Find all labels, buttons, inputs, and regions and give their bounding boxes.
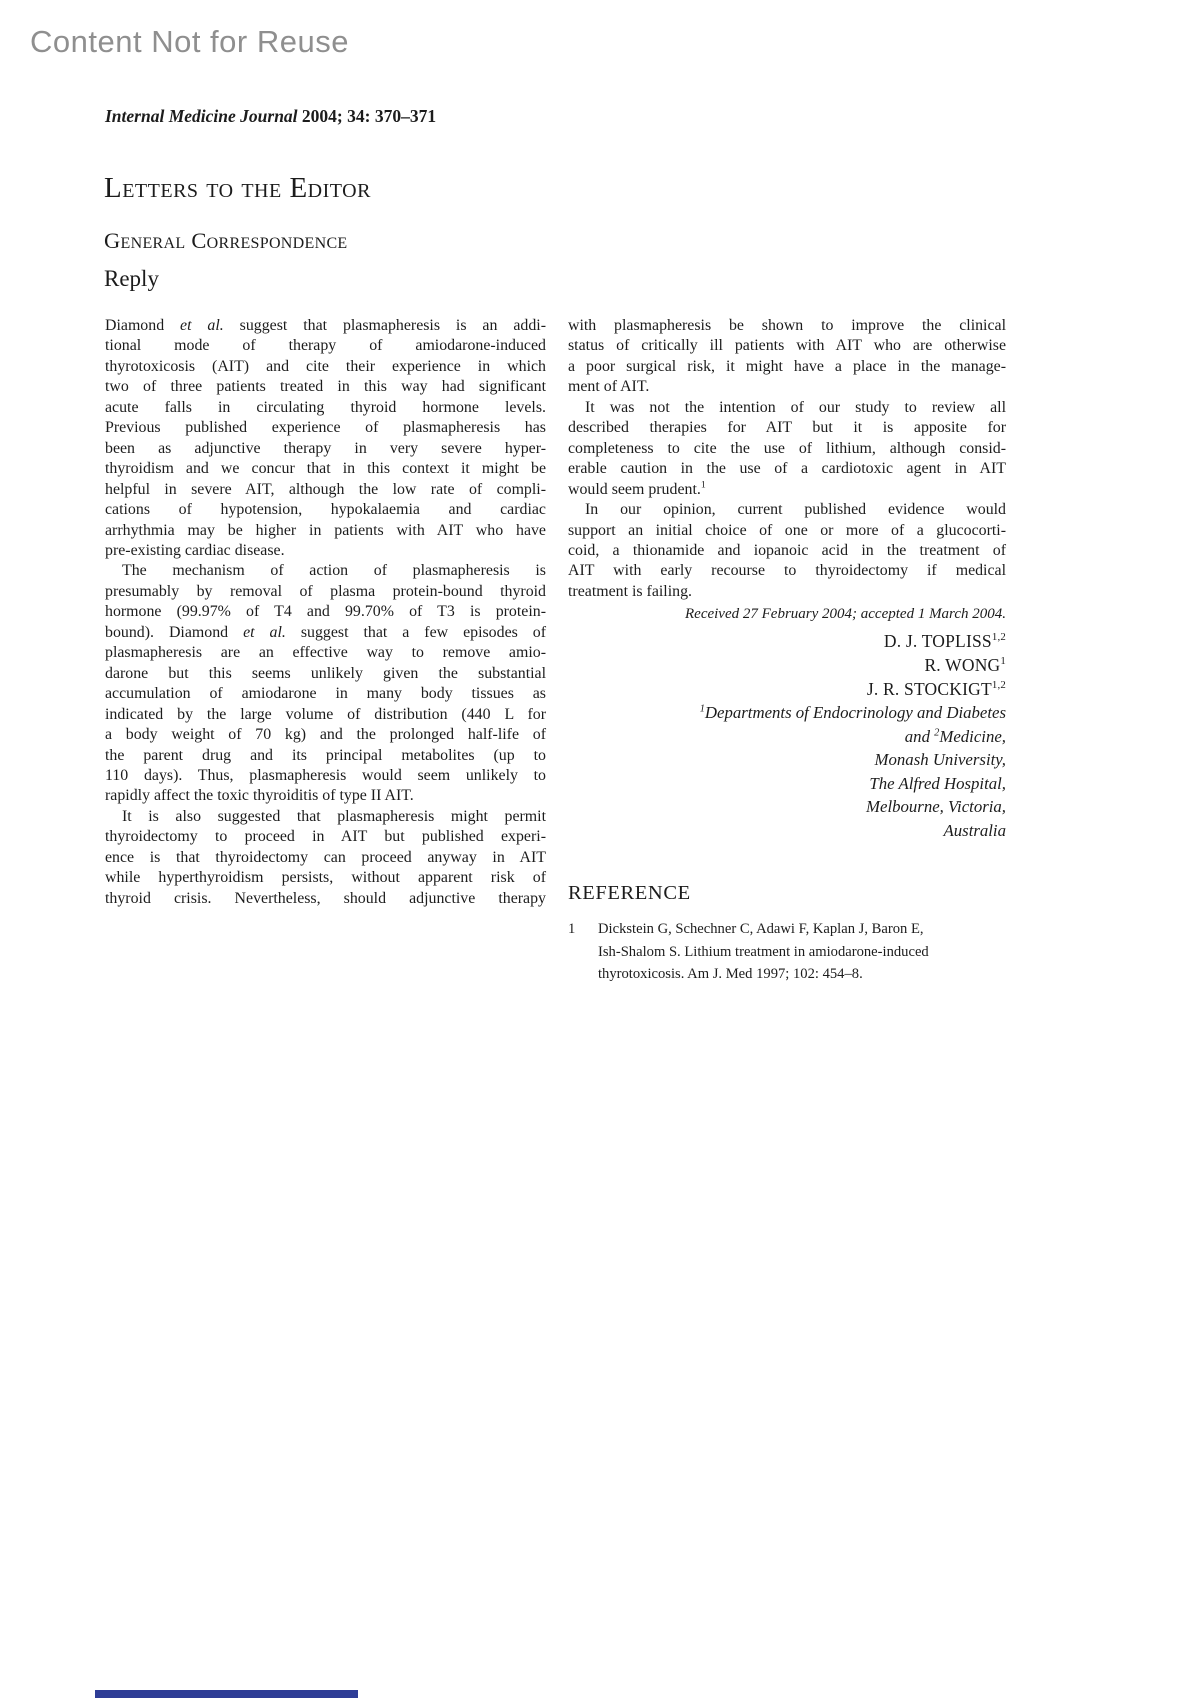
text-line: and $^2$Medicine, [904, 726, 1006, 746]
text-line: the parent drug and its principal metabolites (up to [105, 746, 546, 764]
text-line: been as adjunctive therapy in very severe hyper- [105, 439, 546, 457]
text-line: darone but this seems unlikely given the substantial [105, 664, 546, 682]
author-list [568, 629, 1006, 701]
text-line: completeness to cite the use of lithium, although consid- [568, 439, 1006, 457]
journal-citation [105, 106, 436, 127]
text-line: tional mode of therapy of amiodarone-induced [105, 337, 546, 355]
text-line: presumably by removal of plasma protein-bound thyroid [105, 582, 546, 600]
text-line: with plasmapheresis be shown to improve the clinical [568, 317, 1006, 334]
text-line: R. WONG$^1$ [924, 655, 1006, 676]
text-line: accumulation of amiodarone in many body tissues as [105, 685, 546, 703]
text-line: while hyperthyroidism persists, without apparent risk of [105, 869, 546, 887]
text-line: erable caution in the use of a cardiotoxic agent in AIT [568, 460, 1006, 478]
text-line: The mechanism of action of plasmapheresis is [122, 562, 546, 580]
text-line: J. R. STOCKIGT$^{1,2}$ [866, 679, 1006, 700]
text-line: treatment is failing. [568, 582, 692, 600]
paragraph [105, 316, 546, 561]
reference-item [568, 918, 1006, 986]
paragraph [105, 807, 546, 909]
paragraph [568, 316, 1006, 398]
text-line: coid, a thionamide and iopanoic acid in the treatment of [568, 541, 1006, 559]
section-heading: Letters to the Editor [104, 172, 371, 204]
text-line: It was not the intention of our study to review all [585, 398, 1006, 416]
text-line: helpful in severe AIT, although the low rate of compli- [105, 480, 546, 498]
text-line: would seem prudent.$^1$ [568, 479, 706, 498]
right-column [568, 316, 1006, 986]
text-line: thyroidism and we concur that in this context it might be [105, 460, 546, 478]
text-line: It is also suggested that plasmapheresis might permit [122, 807, 546, 825]
reference-number: 1 [568, 921, 576, 938]
paragraph [105, 561, 546, 806]
affiliation-block [568, 701, 1006, 842]
text-line: Australia [943, 820, 1006, 840]
text-line: cations of hypotension, hypokalaemia and cardiac [105, 501, 546, 519]
text-line: rapidly affect the toxic thyroiditis of type II AIT. [105, 787, 414, 805]
text-line: Melbourne, Victoria, [866, 797, 1006, 817]
paragraph [568, 500, 1006, 602]
paragraph [568, 398, 1006, 500]
letter-title: Reply [104, 266, 159, 291]
text-line: arrhythmia may be higher in patients with AIT who have [105, 521, 546, 539]
reference-text [598, 918, 1006, 986]
text-line: Monash University, [874, 750, 1006, 770]
text-line: Diamond et al. suggest that plasmapheresis is an addi- [105, 317, 546, 334]
text-line: thyrotoxicosis. Am J. Med 1997; 102: 454–8. [598, 966, 863, 983]
reference-section [568, 882, 1006, 986]
text-line: The Alfred Hospital, [869, 773, 1006, 793]
text-line: a body weight of 70 kg) and the prolonged half-life of [105, 726, 546, 744]
received-dates: Received 27 February 2004; accepted 1 March 2004. [685, 606, 1006, 623]
text-line: AIT with early recourse to thyroidectomy if medical [568, 562, 1006, 580]
text-line: two of three patients treated in this way had significant [105, 378, 546, 396]
text-line: ment of AIT. [568, 378, 650, 396]
text-line: pre-existing cardiac disease. [105, 541, 285, 559]
text-line: Previous published experience of plasmapheresis has [105, 419, 546, 437]
text-line: indicated by the large volume of distribution (440 L for [105, 705, 546, 723]
reference-heading: REFERENCE [568, 882, 691, 905]
journal-volume-pages: 2004; 34: 370–371 [297, 106, 437, 126]
text-line: ence is that thyroidectomy can proceed anyway in AIT [105, 848, 546, 866]
subsection-heading: General Correspondence [104, 228, 348, 253]
text-line: Dickstein G, Schechner C, Adawi F, Kaplan J, Baron E, [598, 921, 924, 938]
left-column [105, 316, 546, 909]
text-line: acute falls in circulating thyroid hormone levels. [105, 398, 546, 416]
text-line: D. J. TOPLISS$^{1,2}$ [883, 631, 1006, 652]
text-line: thyroidectomy to proceed in AIT but published experi- [105, 828, 546, 846]
text-line: a poor surgical risk, it might have a place in the manage- [568, 357, 1006, 375]
text-line: In our opinion, current published evidence would [585, 501, 1006, 519]
journal-title: Internal Medicine Journal [105, 106, 298, 126]
watermark-text: Content Not for Reuse [30, 24, 349, 59]
text-line: thyrotoxicosis (AIT) and cite their experience in which [105, 357, 546, 375]
text-line: 110 days). Thus, plasmapheresis would seem unlikely to [105, 766, 546, 784]
text-line: hormone (99.97% of T4 and 99.70% of T3 is protein- [105, 603, 546, 621]
right-column-paragraphs [568, 316, 1006, 602]
text-line: thyroid crisis. Nevertheless, should adjunctive therapy [105, 889, 546, 907]
text-line: bound). Diamond et al. suggest that a few episodes of [105, 623, 547, 641]
text-line: plasmapheresis are an effective way to remove amio- [105, 644, 546, 662]
text-line: status of critically ill patients with AIT who are otherwise [568, 337, 1006, 355]
footer-bar [95, 1690, 358, 1698]
text-line: Ish-Shalom S. Lithium treatment in amiodarone-induced [598, 943, 929, 960]
text-line: support an initial choice of one or more of a glucocorti- [568, 521, 1006, 539]
text-line: described therapies for AIT but it is apposite for [568, 419, 1006, 437]
text-line: $^1$Departments of Endocrinology and Diabetes [699, 703, 1006, 723]
